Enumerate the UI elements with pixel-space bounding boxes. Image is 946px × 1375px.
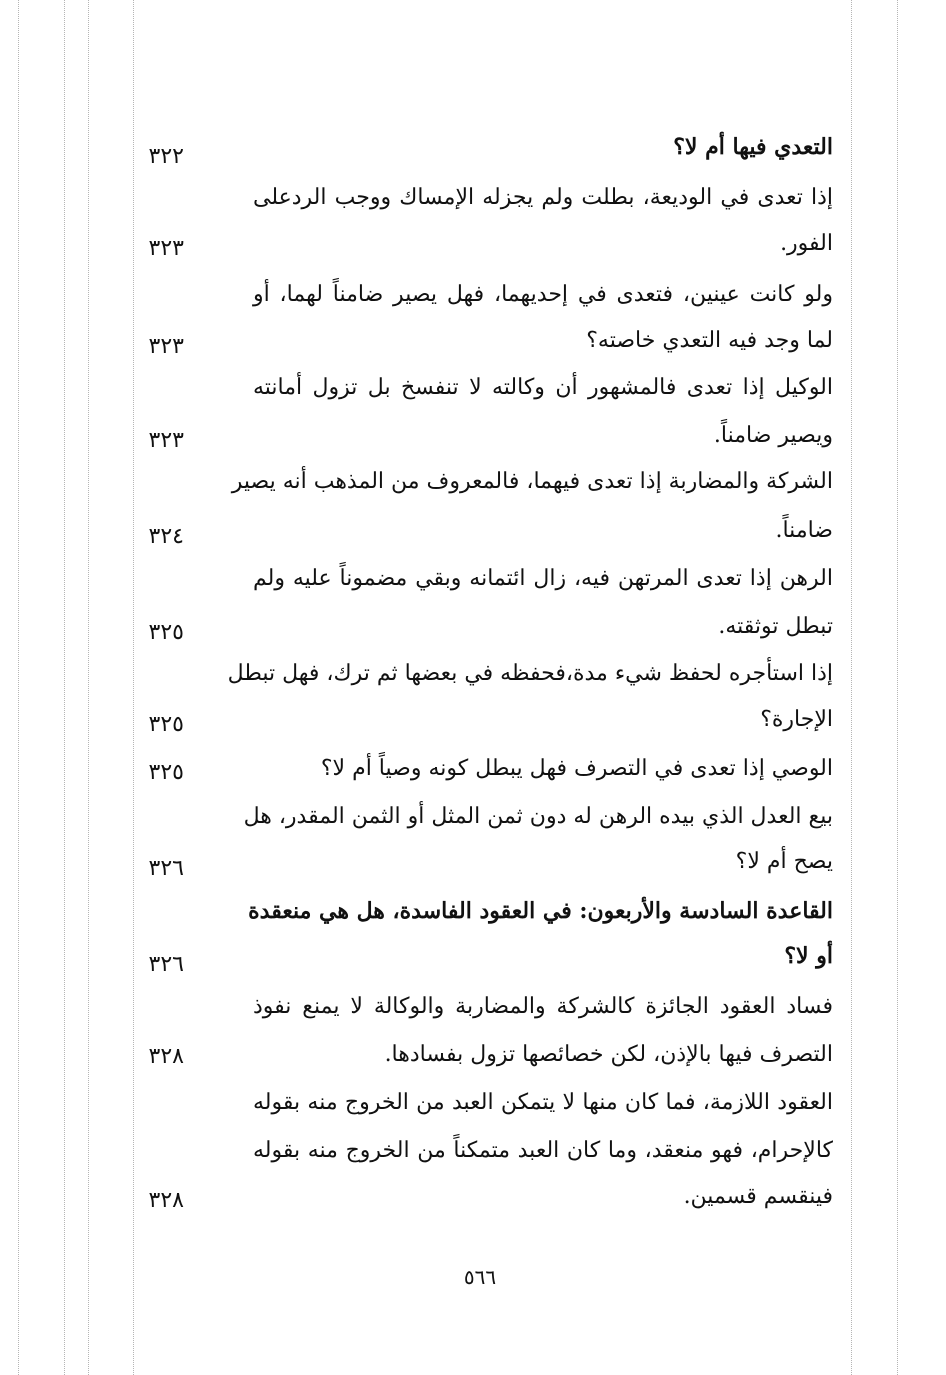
page-number: ٥٦٦ [463, 1265, 497, 1289]
entry-line: التصرف فيها بالإذن، لكن خصائصها تزول بفسادها. [384, 1042, 833, 1067]
entry-line: الوصي إذا تعدى في التصرف فهل يبطل كونه وصياً أم لا؟ [320, 756, 833, 781]
margin-guide-3 [88, 0, 89, 1375]
page-ref: ٣٢٥ [148, 712, 184, 737]
margin-guide-2 [64, 0, 65, 1375]
entry-line: إذا استأجره لحفظ شيء مدة،فحفظه في بعضها ثم ترك، فهل تبطل [227, 661, 833, 686]
page-ref: ٣٢٣ [148, 334, 184, 359]
page-ref: ٣٢٥ [148, 760, 184, 785]
entry-line: بيع العدل الذي بيده الرهن له دون ثمن المثل أو الثمن المقدر، هل [243, 804, 833, 829]
entry-line: العقود اللازمة، فما كان منها لا يتمكن العبد من الخروج منه بقوله [253, 1090, 833, 1115]
page-ref: ٣٢٣ [148, 428, 184, 453]
margin-guide-5 [851, 0, 852, 1375]
page-ref: ٣٢٦ [148, 856, 184, 881]
entry-line: التعدي فيها أم لا؟ [673, 134, 833, 160]
entry-line: فينقسم قسمين. [683, 1184, 833, 1209]
entry-line: الشركة والمضاربة إذا تعدى فيهما، فالمعروف من المذهب أنه يصير [231, 469, 833, 494]
page-ref: ٣٢٣ [148, 236, 184, 261]
margin-guide-6 [897, 0, 898, 1375]
section-heading: القاعدة السادسة والأربعون: في العقود الفاسدة، هل هي منعقدة [248, 898, 833, 924]
margin-guide-4 [133, 0, 134, 1375]
entry-line: الرهن إذا تعدى المرتهن فيه، زال ائتمانه وبقي مضموناً عليه ولم [253, 566, 833, 591]
section-heading: أو لا؟ [784, 943, 833, 969]
margin-guide-1 [18, 0, 19, 1375]
entry-line: يصح أم لا؟ [735, 849, 833, 874]
page-ref: ٣٢٢ [148, 144, 184, 169]
entry-line: الإجارة؟ [760, 707, 833, 732]
page-ref: ٣٢٥ [148, 620, 184, 645]
entry-line: الفور. [780, 231, 833, 256]
entry-line: الوكيل إذا تعدى فالمشهور أن وكالته لا تنفسخ بل تزول أمانته [253, 375, 833, 400]
entry-line: كالإحرام، فهو منعقد، وما كان العبد متمكناً من الخروج منه بقوله [253, 1138, 833, 1163]
entry-line: فساد العقود الجائزة كالشركة والمضاربة والوكالة لا يمنع نفوذ [253, 994, 833, 1019]
page-ref: ٣٢٤ [148, 524, 184, 549]
entry-line: ولو كانت عينين، فتعدى في إحديهما، فهل يصير ضامناً لهما، أو [253, 282, 833, 307]
page-ref: ٣٢٨ [148, 1044, 184, 1069]
entry-line: إذا تعدى في الوديعة، بطلت ولم يجزله الإمساك ووجب الردعلى [253, 185, 833, 210]
page-ref: ٣٢٦ [148, 952, 184, 977]
entry-line: ويصير ضامناً. [713, 423, 833, 448]
entry-line: تبطل توثقته. [718, 614, 833, 639]
entry-line: لما وجد فيه التعدي خاصته؟ [586, 328, 833, 353]
page-ref: ٣٢٨ [148, 1188, 184, 1213]
entry-line: ضامناً. [775, 518, 833, 543]
